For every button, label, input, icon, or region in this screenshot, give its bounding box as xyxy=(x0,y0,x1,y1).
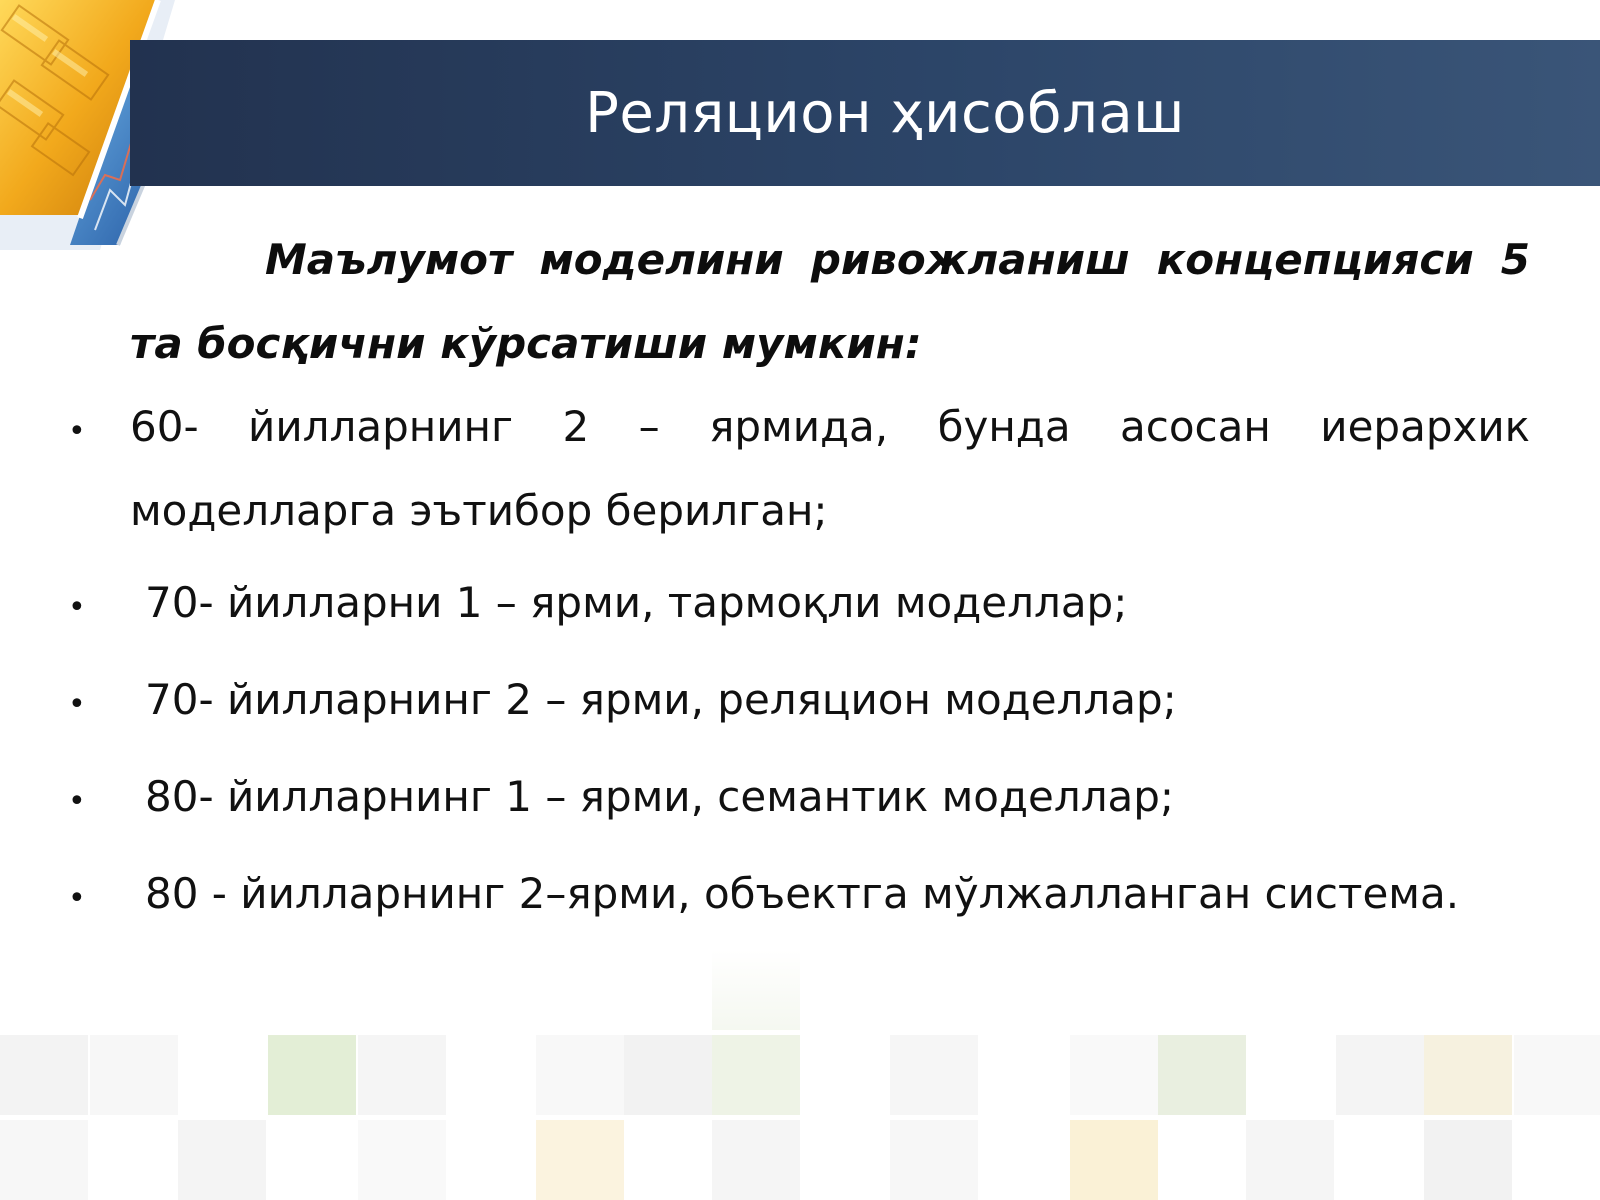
slide-title: Реляцион ҳисоблаш xyxy=(585,80,1185,146)
bullet-dot: • xyxy=(68,687,86,722)
bullet-dot: • xyxy=(68,414,86,449)
footer-tile-pattern xyxy=(0,950,1600,1200)
bullet-dot: • xyxy=(68,784,86,819)
list-item-text: 80 - йилларнинг 2–ярми, объектга мўлжалланган система. xyxy=(145,869,1460,918)
list-item-text: 60- йилларнинг 2 – ярмида, бунда асосан иерархик моделларга эътибор берилган; xyxy=(130,402,1530,535)
list-item-text: 70- йилларни 1 – ярми, тармоқли моделлар; xyxy=(145,578,1128,627)
bullet-dot: • xyxy=(68,881,86,916)
bullet-dot: • xyxy=(68,590,86,625)
list-item-text: 80- йилларнинг 1 – ярми, семантик моделлар; xyxy=(145,772,1175,821)
list-item-text: 70- йилларнинг 2 – ярми, реляцион моделлар; xyxy=(145,675,1177,724)
intro-paragraph: Маълумот моделини ривожланиш концепцияси 5 та босқични кўрсатиши мумкин: xyxy=(130,235,1530,368)
